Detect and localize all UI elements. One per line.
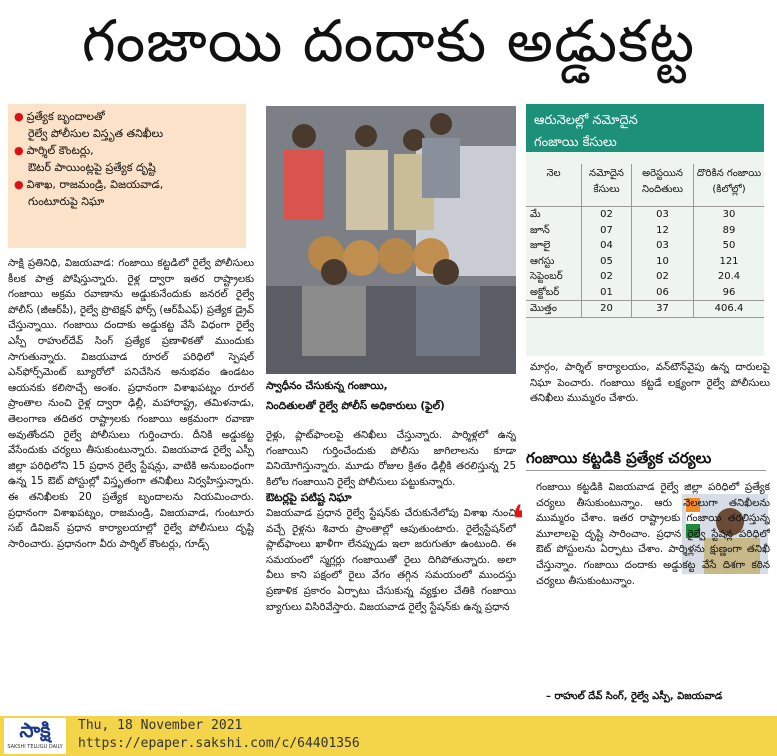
table-cell: జూన్	[526, 223, 582, 239]
table-cell: 04	[582, 238, 632, 254]
quote-mark-icon: ❛	[512, 497, 525, 541]
quote-box	[536, 480, 770, 708]
table-header: నెల	[526, 164, 582, 206]
table-cell: 406.4	[714, 303, 744, 314]
table-cell: 07	[582, 223, 632, 239]
footer-bar	[0, 716, 777, 756]
highlight-line: ఔటర్ పాయింట్లపై ప్రత్యేక దృష్టి	[28, 161, 156, 174]
table-cell: 03	[632, 238, 694, 254]
table-row	[526, 207, 764, 223]
table-cell: మొత్తం	[526, 301, 582, 317]
divider	[526, 470, 766, 471]
news-photo	[266, 106, 516, 374]
logo-text: సాక్షి	[19, 718, 51, 742]
box-heading	[526, 444, 770, 472]
table-row	[526, 254, 764, 270]
article-paragraph: విజయవాడ ప్రధాన రైల్వే స్టేషన్‌కు చేరుకునేలోపు విశాఖ నుంచి వచ్చే రైళ్లను శివారు ప్రాంతాల్లో ఆపుతుంటారు. రైల్వేస్టేషన్‌లో ప్లాట్‌ఫాంలు ఖాళీగా లేనప్పుడు ఇలా జరుగుతూ ఉంటుంది. ఈ సమయంలో స్మగ్లర్లు గంజాయితో రైలు దిగిపోతున్నారు. అలా వీలు కాని పక్షంలో రైలు వేగం తగ్గిన సమయంలో ముందస్తు ప్రణాళిక ప్రకారం ఏర్పాటు చేసుకున్న వ్యక్తుల చేతికి గంజాయి బ్యాగులు విసిరివేస్తారు. విజయవాడ రైల్వే స్టేషన్‌కు ఉన్న ప్రధాన	[266, 507, 516, 613]
article-paragraph: రైళ్లు, ప్లాట్‌ఫాంలపై తనిఖీలు చేస్తున్నారు. పార్శిళ్లలో ఉన్న గంజాయిని గుర్తించేందుకు పోలీసు జాగిలాలను కూడా వినియోగిస్తున్నారు. మూడు రోజుల క్రితం ఢిల్లీకి తరలిస్తున్న 25 కిలోల గంజాయిని రైల్వే పోలీసులు పట్టుకున్నారు.	[266, 430, 516, 488]
table-cell: 96	[722, 286, 736, 298]
caption-line: నిందితులతో రైల్వే పోలీస్ అధికారులు (ఫైల్)	[266, 400, 445, 412]
table-cell: 10	[632, 254, 694, 270]
epaper-link[interactable]: https://epaper.sakshi.com/c/64401356	[78, 736, 360, 751]
table-cell: 03	[632, 207, 694, 223]
table-row	[526, 223, 764, 239]
sakshi-logo	[4, 718, 66, 754]
highlight-line: విశాఖ, రాజమండ్రి, విజయవాడ,	[26, 178, 164, 191]
table-cell: 02	[582, 207, 632, 223]
table-cell: అక్టోబర్	[526, 285, 582, 301]
highlights-box	[8, 104, 246, 248]
bullet-icon: ●	[14, 110, 24, 123]
article-column-2	[266, 428, 516, 704]
table-row	[526, 285, 764, 301]
caption-line: స్వాధీనం చేసుకున్న గంజాయి,	[266, 380, 388, 392]
quote-text: గంజాయి కట్టడికి విజయవాడ రైల్వే జిల్లా పరిధిలో ప్రత్యేక చర్యలు తీసుకుంటున్నాం. ఆరు నెలలుగా తనిఖీలను ముమ్మరం చేశాం. ఇతర రాష్ట్రాలకు గంజాయి తరలిస్తున్న మూలాలపై దృష్టి సారించాం. ప్రధాన రైల్వే స్టేషన్ల పరిధిలో ఔట్ పోస్టులను ఏర్పాటు చేశాం. పార్శిళ్లను క్షుణ్ణంగా తనిఖీ చేస్తున్నాం. గంజాయి దందాకు అడ్డుకట్ట వేసే దిశగా కఠిన చర్యలు తీసుకుంటున్నాం.	[536, 482, 770, 587]
table-header: నమోదైన కేసులు	[582, 164, 632, 206]
table-cell: మే	[526, 207, 582, 223]
highlight-line: పార్శిల్ కౌంటర్లు,	[26, 144, 94, 157]
table-cell: 20.4	[717, 271, 741, 282]
table-header-row	[526, 164, 764, 207]
table-cell: 37	[632, 301, 694, 317]
table-title-line: ఆరునెలల్లో నమోదైన	[534, 113, 638, 128]
quote-signature: – రాహుల్ దేవ్ సింగ్, రైల్వే ఎస్పీ, విజయవాడ	[546, 691, 723, 702]
logo-subtext: SAKSHI TELUGU DAILY	[7, 744, 63, 750]
table-cell: 30	[722, 209, 736, 220]
article-paragraph: సాక్షి ప్రతినిధి, విజయవాడ: గంజాయి కట్టడిలో రైల్వే పోలీసులు కీలక పాత్ర పోషిస్తున్నారు. రైళ్ల ద్వారా ఇతర రాష్ట్రాలకు గంజాయి అక్రమ రవాణాను అడ్డుకునేందుకు జనరల్ రైల్వే పోలీస్ (జీఆర్‌పీ), రైల్వే ప్రొటెక్షన్ ఫోర్స్ (ఆర్‌పీఎఫ్) ప్రత్యేక డ్రైవ్ చేస్తున్నాయి. గంజాయి దందాకు అడ్డుకట్ట వేసే విధంగా రైల్వే ఎస్పీ రాహుల్‌దేవ్ సింగ్ ప్రత్యేక ప్రణాళికతో ముందుకు సాగుతున్నారు. విజయవాడ రూరల్ పరిధిలో స్పెషల్ ఎన్‌ఫోర్స్‌మెంట్ బ్యూరోలో పనిచేసిన అనుభవం ఉండటం ఆయనకు కలిసొచ్చే అంశం. ప్రధానంగా విశాఖపట్నం రూరల్ ప్రాంతాల నుంచి రైళ్ల ద్వారా ఢిల్లీ, మహారాష్ట్ర, తమిళనాడు, తెలంగాణ తదితర రాష్ట్రాలకు గంజాయి అక్రమంగా రవాణా అవుతోందని రైల్వే పోలీసులు గుర్తించారు. దీనికి అడ్డుకట్ట వేసేందుకు చర్యలు తీసుకుంటున్నారు. విజయవాడ రైల్వే ఎస్పీ జిల్లా పరిధిలోని 15 ప్రధాన రైల్వే స్టేషన్లు, వాటికి అనుబంధంగా ఉన్న 15 ఔట్ పోస్టుల్లో విస్తృతంగా తనిఖీలు నిర్వహిస్తున్నారు. ఈ తనిఖీలకు 20 ప్రత్యేక బృందాలను నియమించారు. ప్రధానంగా విశాఖపట్నం, రాజమండ్రి, విజయవాడ, గుంటూరు సబ్ డివిజన్ ప్రధాన కార్యాలయాల్లో రైల్వే పోలీసులు దృష్టి సారించారు. ప్రధానంగా వీరు పార్శిల్ కౌంటర్లు, గూడ్స్	[8, 258, 254, 550]
table-cell: సెప్టెంబర్	[526, 269, 582, 285]
cases-table-box	[526, 104, 764, 356]
highlight-item	[14, 176, 240, 193]
table-cell: 05	[582, 254, 632, 270]
table-cell: 89	[722, 224, 736, 236]
highlight-line: గుంటూరుపై నిఘా	[28, 195, 105, 208]
table-cell: 02	[582, 269, 632, 285]
article-paragraph: మార్గం, పార్శిల్ కార్యాలయం, వన్‌టౌన్‌వైపు ఉన్న దారులపై నిఘా పెంచారు. గంజాయి కట్టడే లక్ష్యంగా రైల్వే పోలీసులు తనిఖీలు ముమ్మరం చేశారు.	[530, 362, 770, 405]
cases-table	[526, 164, 764, 318]
highlight-item	[14, 142, 240, 159]
article-column-1	[8, 256, 254, 704]
table-total-row	[526, 300, 764, 318]
highlight-line: రైల్వే పోలీసుల విస్తృత తనిఖీలు	[28, 127, 164, 140]
table-row	[526, 238, 764, 254]
table-cell: 06	[632, 285, 694, 301]
article-column-3	[530, 360, 770, 408]
table-cell: 12	[632, 223, 694, 239]
edition-date: Thu, 18 November 2021	[78, 718, 243, 733]
table-body	[526, 207, 764, 300]
table-title	[526, 104, 764, 152]
photo-caption	[266, 376, 516, 422]
table-header: దొరికిన గంజాయి (కిలోల్లో)	[696, 168, 762, 195]
highlight-item	[14, 108, 240, 125]
highlight-line: ప్రత్యేక బృందాలతో	[26, 110, 105, 123]
bullet-icon: ●	[14, 178, 24, 191]
table-cell: 01	[582, 285, 632, 301]
headline: గంజాయి దందాకు అడ్డుకట్ట	[81, 6, 696, 75]
bullet-icon: ●	[14, 144, 24, 157]
table-cell: 02	[632, 269, 694, 285]
table-cell: 20	[582, 301, 632, 317]
box-heading-text: గంజాయి కట్టడికి ప్రత్యేక చర్యలు	[526, 449, 712, 467]
table-title-line: గంజాయి కేసులు	[534, 135, 617, 150]
table-cell: 121	[719, 255, 739, 267]
table-cell: 50	[722, 240, 736, 251]
subheading: ఔటర్లపై పటిష్ట నిఘా	[266, 491, 352, 505]
table-cell: ఆగస్టు	[526, 254, 582, 270]
table-row	[526, 269, 764, 285]
table-cell: జూలై	[526, 238, 582, 254]
photo-illustration	[266, 106, 516, 374]
table-header: అరెస్టయిన నిందితులు	[632, 164, 694, 206]
